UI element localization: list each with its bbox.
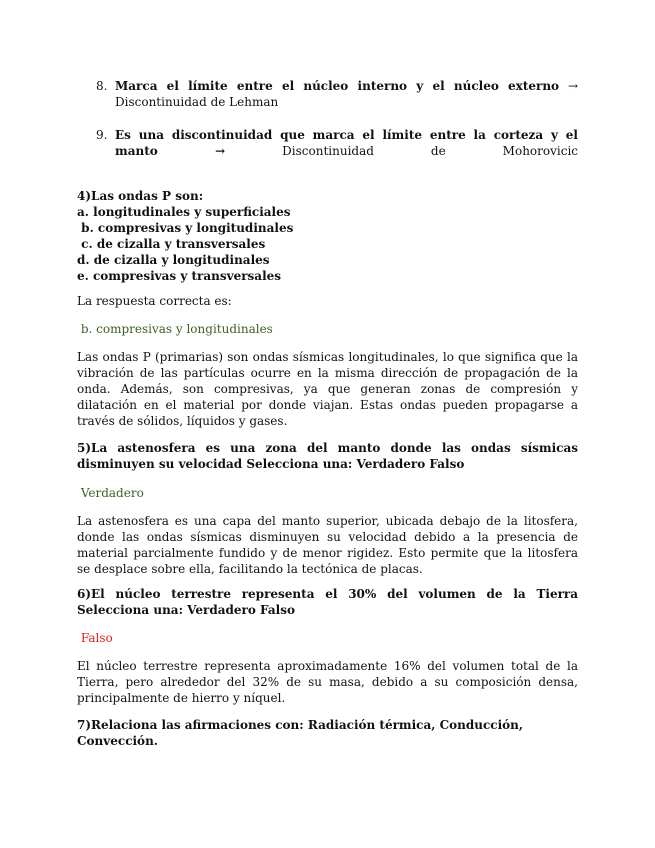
question-6-title: 6)El núcleo terrestre representa el 30% del volumen de la Tierra Selecciona una: Verdadero Falso (77, 587, 578, 617)
explanation-paragraph: Las ondas P (primarias) son ondas sísmicas longitudinales, lo que significa que la vibración de las partículas ocurre en la misma dirección de propagación de la onda. Además, son compresivas, ya que generan zonas de compresión y dilatación en el material por donde viajan. Estas ondas pueden propagarse a través de sólidos, líquidos y gases. (77, 350, 578, 428)
list-item-bold-text: Marca el límite entre el núcleo interno y el núcleo externo (115, 79, 560, 93)
list-item-answer-text: Discontinuidad de Mohorovicic (282, 144, 578, 158)
option-d: d. de cizalla y longitudinales (77, 253, 270, 267)
question-5-title: 5)La astenosfera es una zona del manto donde las ondas sísmicas disminuyen su velocidad Selecciona una: Verdadero Falso (77, 441, 578, 471)
list-number: 9. (96, 128, 108, 142)
explanation-paragraph: La astenosfera es una capa del manto superior, ubicada debajo de la litosfera, donde las ondas sísmicas disminuyen su velocidad debido a la presencia de material parcialmente fundido y de menor rigidez. Esto permite que la litosfera se desplace sobre ella, facilitando la tectónica de placas. (77, 514, 578, 576)
explanation-paragraph: El núcleo terrestre representa aproximadamente 16% del volumen total de la Tierra, pero alrededor del 32% de su masa, debido a su composición densa, principalmente de hierro y níquel. (77, 659, 578, 705)
answer-intro: La respuesta correcta es: (77, 294, 232, 308)
option-b: b. compresivas y longitudinales (77, 221, 294, 235)
question-4 (77, 188, 578, 284)
list-item-bold-text: Es una discontinuidad que marca el límite entre la corteza y el manto → (115, 128, 578, 158)
answer-text: Verdadero (77, 486, 144, 500)
answer-text: Falso (77, 631, 113, 645)
option-c: c. de cizalla y transversales (77, 237, 266, 251)
option-e: e. compresivas y transversales (77, 269, 282, 283)
list-item-8 (96, 78, 578, 110)
question-7-title: 7)Relaciona las afirmaciones con: Radiación térmica, Conducción, Convección. (77, 718, 524, 748)
list-item-answer-text: → Discontinuidad de Lehman (115, 79, 578, 109)
answer-text: b. compresivas y longitudinales (77, 322, 273, 336)
option-a: a. longitudinales y superficiales (77, 205, 291, 219)
question-title: 4)Las ondas P son: (77, 189, 204, 203)
list-number: 8. (96, 79, 108, 93)
list-item-9 (96, 127, 578, 159)
